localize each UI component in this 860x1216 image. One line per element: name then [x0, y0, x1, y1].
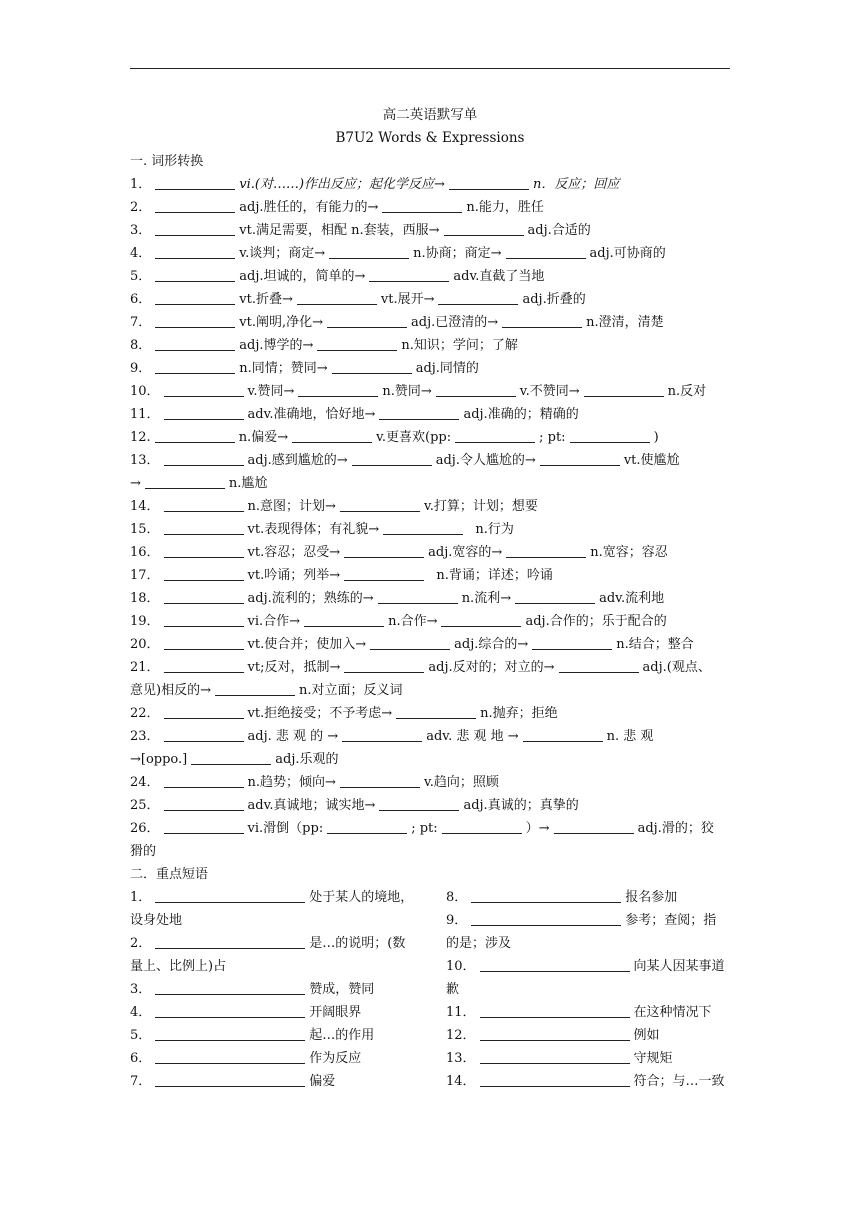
section1-heading: 一. 词形转换: [130, 154, 204, 169]
word-item-14: 14． n.意图；计划→ v.打算；计划；想要: [130, 499, 538, 514]
phrase-item-7: 7． 偏爱: [130, 1074, 336, 1089]
word-item-13-cont: → n.尴尬: [130, 476, 268, 491]
answer-blank[interactable]: [155, 221, 235, 236]
word-item-26: 26． vi.滑倒（pp: ; pt: ）→ adj.滑的；狡: [130, 821, 714, 836]
word-item-5: 5． adj.坦诚的，简单的→ adv.直截了当地: [130, 269, 545, 284]
answer-blank[interactable]: [570, 428, 650, 443]
answer-blank[interactable]: [317, 336, 397, 351]
answer-blank[interactable]: [480, 1003, 630, 1018]
answer-blank[interactable]: [369, 267, 449, 282]
answer-blank[interactable]: [438, 290, 518, 305]
phrase-item-4: 4． 开阔眼界: [130, 1005, 362, 1020]
answer-blank[interactable]: [502, 313, 582, 328]
section2-heading: 二．重点短语: [130, 867, 209, 882]
word-item-10: 10． v.赞同→ n.赞同→ v.不赞同→ n.反对: [130, 384, 707, 399]
answer-blank[interactable]: [379, 796, 459, 811]
answer-blank[interactable]: [523, 727, 603, 742]
answer-blank[interactable]: [449, 175, 529, 190]
answer-blank[interactable]: [554, 819, 634, 834]
answer-blank[interactable]: [164, 796, 244, 811]
answer-blank[interactable]: [164, 704, 244, 719]
answer-blank[interactable]: [145, 474, 225, 489]
phrase-item-10: 10． 向某人因某事道: [446, 959, 725, 974]
answer-blank[interactable]: [155, 244, 235, 259]
answer-blank[interactable]: [480, 1072, 630, 1087]
answer-blank[interactable]: [584, 382, 664, 397]
phrase-item-14: 14． 符合；与…一致: [446, 1074, 725, 1089]
phrase-item-9-cont: 的是；涉及: [446, 936, 512, 951]
answer-blank[interactable]: [506, 244, 586, 259]
word-item-21: 21． vt;反对，抵制→ adj.反对的；对立的→ adj.(观点、: [130, 660, 711, 675]
answer-blank[interactable]: [327, 313, 407, 328]
phrase-item-9: 9． 参考；查阅；指: [446, 913, 717, 928]
answer-blank[interactable]: [164, 543, 244, 558]
phrase-item-2-cont: 量上、比例上)占: [130, 959, 227, 974]
phrase-item-3: 3． 赞成，赞同: [130, 982, 375, 997]
phrase-column-left: [130, 886, 420, 1093]
answer-blank[interactable]: [471, 888, 621, 903]
word-item-6: 6． vt.折叠→ vt.展开→ adj.折叠的: [130, 292, 586, 307]
word-item-12: 12. n.偏爱→ v.更喜欢(pp: ; pt: ): [130, 430, 659, 445]
answer-blank[interactable]: [164, 658, 244, 673]
answer-blank[interactable]: [155, 290, 235, 305]
word-item-2: 2． adj.胜任的，有能力的→ n.能力，胜任: [130, 200, 544, 215]
phrase-item-10-cont: 歉: [446, 982, 460, 997]
answer-blank[interactable]: [455, 428, 535, 443]
answer-blank[interactable]: [292, 428, 372, 443]
word-item-7: 7． vt.阐明,净化→ adj.已澄清的→ n.澄清，清楚: [130, 315, 664, 330]
phrase-list: [130, 886, 730, 1116]
answer-blank[interactable]: [327, 819, 407, 834]
answer-blank[interactable]: [344, 543, 424, 558]
answer-blank[interactable]: [164, 773, 244, 788]
word-item-23: 23． adj. 悲 观 的 → adv. 悲 观 地 → n. 悲 观: [130, 729, 654, 744]
answer-blank[interactable]: [352, 451, 432, 466]
answer-blank[interactable]: [164, 612, 244, 627]
answer-blank[interactable]: [164, 819, 244, 834]
phrase-item-12: 12． 例如: [446, 1028, 660, 1043]
word-item-9: 9． n.同情；赞同→ adj.同情的: [130, 361, 479, 376]
answer-blank[interactable]: [480, 1026, 630, 1041]
answer-blank[interactable]: [297, 290, 377, 305]
answer-blank[interactable]: [191, 750, 271, 765]
word-item-18: 18． adj.流利的；熟练的→ n.流利→ adv.流利地: [130, 591, 665, 606]
answer-blank[interactable]: [378, 589, 458, 604]
answer-blank[interactable]: [540, 451, 620, 466]
answer-blank[interactable]: [480, 957, 630, 972]
answer-blank[interactable]: [436, 382, 516, 397]
word-item-3: 3． vt.满足需要，相配 n.套装，西服→ adj.合适的: [130, 223, 591, 238]
answer-blank[interactable]: [155, 1026, 305, 1041]
page-title: 高二英语默写单: [382, 107, 478, 123]
phrase-item-13: 13． 守规矩: [446, 1051, 673, 1066]
answer-blank[interactable]: [215, 681, 295, 696]
phrase-item-5: 5． 起…的作用: [130, 1028, 375, 1043]
word-item-22: 22． vt.拒绝接受；不予考虑→ n.抛弃；拒绝: [130, 706, 558, 721]
word-item-8: 8． adj.博学的→ n.知识；学问；了解: [130, 338, 518, 353]
word-item-17: 17． vt.吟诵；列举→ n.背诵；详述；吟诵: [130, 568, 553, 583]
answer-blank[interactable]: [515, 589, 595, 604]
answer-blank[interactable]: [155, 198, 235, 213]
answer-blank[interactable]: [559, 658, 639, 673]
answer-blank[interactable]: [155, 336, 235, 351]
word-item-24: 24． n.趋势；倾向→ v.趋向；照顾: [130, 775, 499, 790]
answer-blank[interactable]: [155, 428, 235, 443]
word-item-13: 13． adj.感到尴尬的→ adj.令人尴尬的→ vt.使尴尬: [130, 453, 680, 468]
word-item-21-cont: 意见)相反的→ n.对立面；反义词: [130, 683, 403, 698]
word-item-15: 15． vt.表现得体；有礼貌→ n.行为: [130, 522, 514, 537]
word-item-19: 19． vi.合作→ n.合作→ adj.合作的；乐于配合的: [130, 614, 667, 629]
answer-blank[interactable]: [480, 1049, 630, 1064]
answer-blank[interactable]: [382, 198, 462, 213]
answer-blank[interactable]: [444, 221, 524, 236]
answer-blank[interactable]: [164, 382, 244, 397]
answer-blank[interactable]: [332, 359, 412, 374]
answer-blank[interactable]: [370, 635, 450, 650]
answer-blank[interactable]: [164, 497, 244, 512]
answer-blank[interactable]: [298, 382, 378, 397]
phrase-item-1-cont: 设身处地: [130, 913, 183, 928]
phrase-item-8: 8． 报名参加: [446, 890, 678, 905]
word-item-25: 25． adv.真诚地；诚实地→ adj.真诚的；真挚的: [130, 798, 579, 813]
answer-blank[interactable]: [164, 520, 244, 535]
phrase-item-6: 6． 作为反应: [130, 1051, 362, 1066]
answer-blank[interactable]: [155, 1003, 305, 1018]
page-subtitle: B7U2 Words & Expressions: [335, 130, 525, 146]
phrase-item-2: 2． 是…的说明；(数: [130, 936, 406, 951]
answer-blank[interactable]: [342, 727, 422, 742]
answer-blank[interactable]: [379, 405, 459, 420]
phrase-item-11: 11． 在这种情况下: [446, 1005, 712, 1020]
answer-blank[interactable]: [155, 359, 235, 374]
word-item-23-cont: →[oppo.] adj.乐观的: [130, 752, 339, 767]
answer-blank[interactable]: [340, 497, 420, 512]
answer-blank[interactable]: [344, 658, 424, 673]
answer-blank[interactable]: [164, 566, 244, 581]
answer-blank[interactable]: [155, 175, 235, 190]
answer-blank[interactable]: [155, 1072, 305, 1087]
answer-blank[interactable]: [304, 612, 384, 627]
phrase-item-1: 1． 处于某人的境地，: [130, 890, 414, 905]
answer-blank[interactable]: [155, 267, 235, 282]
answer-blank[interactable]: [164, 589, 244, 604]
answer-blank[interactable]: [164, 727, 244, 742]
answer-blank[interactable]: [155, 313, 235, 328]
answer-blank[interactable]: [329, 244, 409, 259]
answer-blank[interactable]: [340, 773, 420, 788]
answer-blank[interactable]: [383, 520, 463, 535]
phrase-column-right: [446, 886, 730, 1093]
answer-blank[interactable]: [532, 635, 612, 650]
answer-blank[interactable]: [155, 980, 305, 995]
worksheet: [130, 104, 730, 1116]
word-item-11: 11． adv.准确地，恰好地→ adj.准确的；精确的: [130, 407, 579, 422]
answer-blank[interactable]: [442, 819, 522, 834]
answer-blank[interactable]: [164, 451, 244, 466]
answer-blank[interactable]: [155, 1049, 305, 1064]
answer-blank[interactable]: [471, 911, 621, 926]
word-item-1: 1． vi.(对……)作出反应；起化学反应→ n．反应；回应: [130, 177, 620, 192]
answer-blank[interactable]: [344, 566, 424, 581]
word-item-26-cont: 猾的: [130, 844, 157, 859]
answer-blank[interactable]: [155, 934, 305, 949]
word-item-20: 20． vt.使合并；使加入→ adj.综合的→ n.结合；整合: [130, 637, 694, 652]
answer-blank[interactable]: [441, 612, 521, 627]
answer-blank[interactable]: [396, 704, 476, 719]
top-rule: [130, 68, 730, 69]
answer-blank[interactable]: [164, 405, 244, 420]
word-item-4: 4． v.谈判；商定→ n.协商；商定→ adj.可协商的: [130, 246, 666, 261]
answer-blank[interactable]: [506, 543, 586, 558]
answer-blank[interactable]: [164, 635, 244, 650]
word-item-16: 16． vt.容忍；忍受→ adj.宽容的→ n.宽容；容忍: [130, 545, 668, 560]
answer-blank[interactable]: [155, 888, 305, 903]
